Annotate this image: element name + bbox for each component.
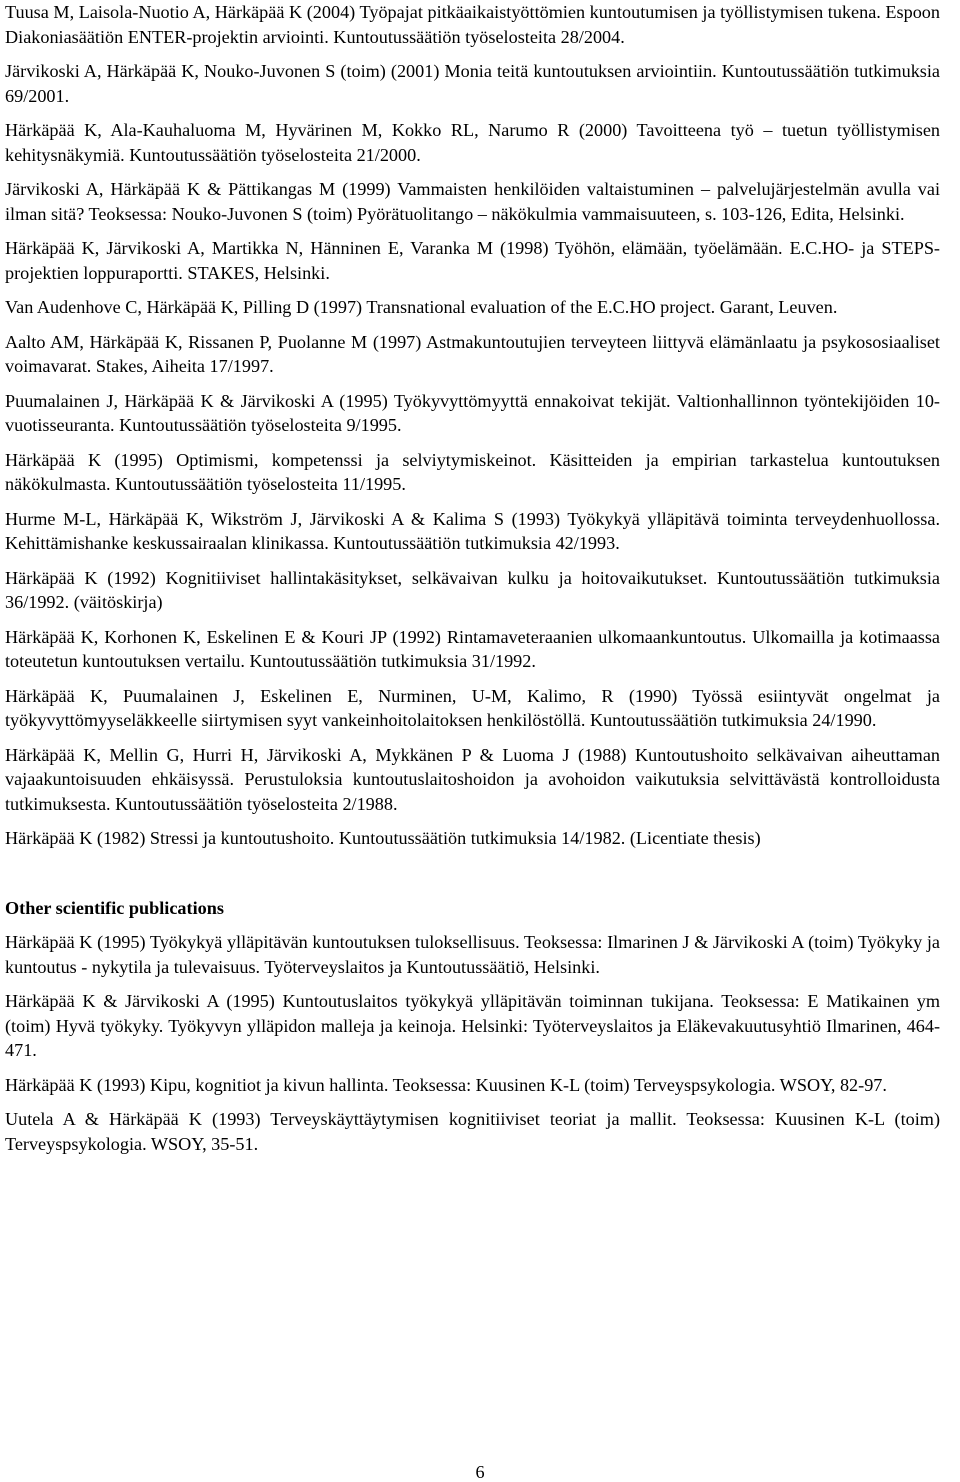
reference-entry: Hurme M-L, Härkäpää K, Wikström J, Järvikoski A & Kalima S (1993) Työkykyä ylläpitävä toiminta terveydenhuollossa. Kehittämishanke keskussairaalan klinikassa. Kuntoutussäätiön tutkimuksia 42/1993. <box>5 508 940 553</box>
document-page <box>5 0 940 1166</box>
reference-entry: Härkäpää K (1993) Kipu, kognitiot ja kivun hallinta. Teoksessa: Kuusinen K-L (toim) Terveyspsykologia. WSOY, 82-97. <box>5 1074 887 1095</box>
reference-entry: Härkäpää K, Korhonen K, Eskelinen E & Kouri JP (1992) Rintamaveteraanien ulkomaankuntoutus. Ulkomailla ja kotimaassa toteutetun kuntoutuksen vertailu. Kuntoutussäätiön tutkimuksia 31/1992. <box>5 626 940 671</box>
page-number: 6 <box>475 1462 485 1482</box>
reference-entry: Tuusa M, Laisola-Nuotio A, Härkäpää K (2004) Työpajat pitkäaikaistyöttömien kuntoutumisen ja työllistymisen tukena. Espoon Diakoniasäätiön ENTER-projektin arviointi. Kuntoutussäätiön työselosteita 28/2004. <box>5 2 940 47</box>
reference-list-main <box>5 0 940 851</box>
reference-entry: Järvikoski A, Härkäpää K, Nouko-Juvonen S (toim) (2001) Monia teitä kuntoutuksen arviointiin. Kuntoutussäätiön tutkimuksia 69/2001. <box>5 61 940 106</box>
reference-entry: Härkäpää K, Ala-Kauhaluoma M, Hyvärinen M, Kokko RL, Narumo R (2000) Tavoitteena työ – tuetun työllistymisen kehitysnäkymiä. Kuntoutussäätiön työselosteita 21/2000. <box>5 120 940 165</box>
reference-entry: Härkäpää K, Järvikoski A, Martikka N, Hänninen E, Varanka M (1998) Työhön, elämään, työelämään. E.C.HO- ja STEPS-projektien loppuraportti. STAKES, Helsinki. <box>5 238 940 283</box>
section-heading-wrap <box>5 896 940 921</box>
reference-list-other <box>5 930 940 1156</box>
reference-entry: Härkäpää K, Mellin G, Hurri H, Järvikoski A, Mykkänen P & Luoma J (1988) Kuntoutushoito selkävaivan aiheuttaman vajaakuntoisuuden ehkäisyssä. Perustuloksia kuntoutuslaitoshoidon ja avohoidon vaikutuksia selvittävästä kontrolloidusta tutkimuksesta. Kuntoutussäätiön työselosteita 2/1988. <box>5 744 940 814</box>
reference-entry: Härkäpää K & Järvikoski A (1995) Kuntoutuslaitos työkykyä ylläpitävän toiminnan tukijana. Teoksessa: E Matikainen ym (toim) Hyvä työkyky. Työkyvyn ylläpidon malleja ja keinoja. Helsinki: Työterveyslaitos ja Eläkevakuutusyhtiö Ilmarinen, 464-471. <box>5 991 940 1060</box>
reference-entry: Järvikoski A, Härkäpää K & Pättikangas M (1999) Vammaisten henkilöiden valtaistuminen – palvelujärjestelmän avulla vai ilman sitä? Teoksessa: Nouko-Juvonen S (toim) Pyörätuolitango – näkökulmia vammaisuuteen, s. 103-126, Edita, Helsinki. <box>5 179 940 224</box>
reference-entry: Härkäpää K (1982) Stressi ja kuntoutushoito. Kuntoutussäätiön tutkimuksia 14/1982. (Licentiate thesis) <box>5 828 761 848</box>
section-heading: Other scientific publications <box>5 897 224 918</box>
reference-entry: Uutela A & Härkäpää K (1993) Terveyskäyttäytymisen kognitiiviset teoriat ja mallit. Teoksessa: Kuusinen K-L (toim) Terveyspsykologia. WSOY, 35-51. <box>5 1109 940 1154</box>
reference-entry: Härkäpää K, Puumalainen J, Eskelinen E, Nurminen, U-M, Kalimo, R (1990) Työssä esiintyvät ongelmat ja työkyvyttömyyseläkkeelle siirtymisen syyt vankeinhoitolaitoksen henkilöstöllä. Kuntoutussäätiön tutkimuksia 24/1990. <box>5 685 940 730</box>
reference-entry: Härkäpää K (1992) Kognitiiviset hallintakäsitykset, selkävaivan kulku ja hoitovaikutukset. Kuntoutussäätiön tutkimuksia 36/1992. (väitöskirja) <box>5 567 940 612</box>
reference-entry: Härkäpää K (1995) Optimismi, kompetenssi ja selviytymiskeinot. Käsitteiden ja empirian tarkastelua kuntoutuksen näkökulmasta. Kuntoutussäätiön työselosteita 11/1995. <box>5 449 940 494</box>
reference-entry: Härkäpää K (1995) Työkykyä ylläpitävän kuntoutuksen tuloksellisuus. Teoksessa: Ilmarinen J & Järvikoski A (toim) Työkyky ja kuntoutus - nykytila ja tulevaisuus. Työterveyslaitos ja Kuntoutussäätiö, Helsinki. <box>5 932 940 977</box>
reference-entry: Van Audenhove C, Härkäpää K, Pilling D (1997) Transnational evaluation of the E.C.HO project. Garant, Leuven. <box>5 297 838 317</box>
reference-entry: Aalto AM, Härkäpää K, Rissanen P, Puolanne M (1997) Astmakuntoutujien terveyteen liittyvä elämänlaatu ja psykososiaaliset voimavarat. Stakes, Aiheita 17/1997. <box>5 331 940 376</box>
reference-entry: Puumalainen J, Härkäpää K & Järvikoski A (1995) Työkyvyttömyyttä ennakoivat tekijät. Valtionhallinnon työntekijöiden 10-vuotisseuranta. Kuntoutussäätiön työselosteita 9/1995. <box>5 390 940 435</box>
